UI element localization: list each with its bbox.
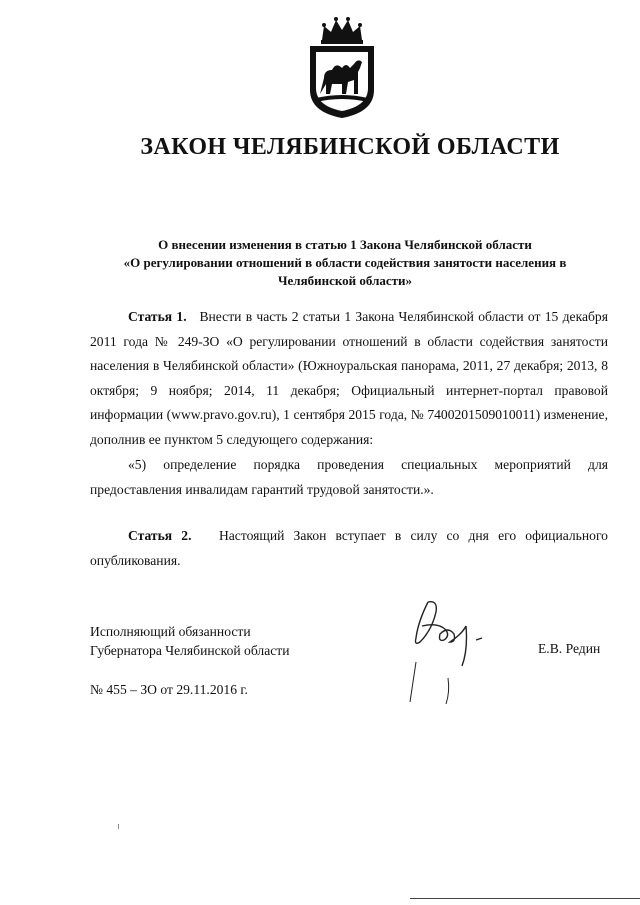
signer-line-2: Губернатора Челябинской области: [90, 643, 290, 658]
article-1-text: Внести в часть 2 статьи 1 Закона Челябинской области от 15 декабря 2011 года № 249-ЗО «О регулировании отношений в области содействия занятости населения в Челябинской области» (Южноуральская панорама, 2011, 27 декабря; 2013, 8 октября; 9 ноября; 2014, 11 декабря; Официальный интернет-портал правовой информации (www.pravo.gov.ru), 1 сентября 2015 года, № 7400201509010011) изменение, дополнив ее пунктом 5 следующего содержания:: [90, 309, 608, 447]
signer-position: [90, 622, 290, 660]
article-2-text: Настоящий Закон вступает в силу со дня его официального опубликования.: [90, 528, 608, 568]
law-subject: [90, 236, 600, 290]
law-title: ЗАКОН ЧЕЛЯБИНСКОЙ ОБЛАСТИ: [140, 134, 560, 160]
signer-name: Е.В. Редин: [538, 641, 601, 656]
bottom-divider: [410, 898, 640, 899]
signer-line-1: Исполняющий обязанности: [90, 624, 251, 639]
subject-line: О внесении изменения в статью 1 Закона Челябинской области: [158, 237, 532, 252]
chelyabinsk-coat-of-arms-icon: [302, 14, 382, 122]
handwritten-signature: [398, 592, 498, 714]
article-1: [90, 305, 608, 453]
subject-line: «О регулировании отношений в области содействия занятости населения в: [123, 255, 567, 270]
article-1-label: Статья 1.: [128, 309, 187, 324]
article-2-label: Статья 2.: [128, 528, 192, 543]
subject-line: Челябинской области»: [277, 273, 413, 288]
coat-of-arms-emblem: [302, 14, 382, 122]
article-1-item-5: «5) определение порядка проведения специальных мероприятий для предоставления инвалидам гарантий трудовой занятости.».: [90, 457, 608, 497]
scan-mark: [118, 824, 119, 829]
law-number-date: № 455 – ЗО от 29.11.2016 г.: [90, 682, 248, 697]
article-2: [90, 524, 608, 573]
